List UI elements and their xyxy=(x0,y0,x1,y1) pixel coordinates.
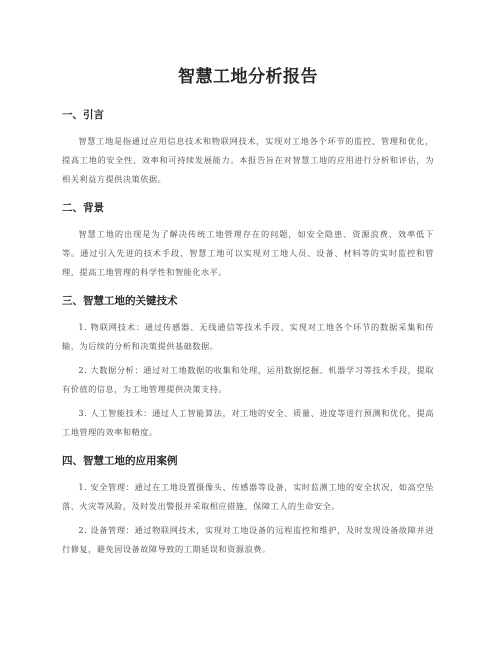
list-paragraph: 2. 大数据分析：通过对工地数据的收集和处理，运用数据挖掘、机器学习等技术手段，提取有价值的信息，为工地管理提供决策支持。 xyxy=(62,365,434,394)
section-heading: 二、背景 xyxy=(62,202,104,214)
section-application-cases xyxy=(62,453,434,559)
section-key-technologies xyxy=(62,293,434,442)
list-paragraph: 2. 设备管理：通过物联网技术，实现对工地设备的远程监控和维护，及时发现设备故障并进行修复，避免因设备故障导致的工期延误和资源浪费。 xyxy=(62,525,434,554)
section-heading: 一、引言 xyxy=(62,109,104,121)
section-heading: 四、智慧工地的应用案例 xyxy=(62,455,178,467)
section-introduction xyxy=(62,107,434,189)
list-paragraph: 3. 人工智能技术：通过人工智能算法，对工地的安全、质量、进度等进行预测和优化，提高工地管理的效率和精度。 xyxy=(62,408,434,437)
list-paragraph: 1. 安全管理：通过在工地设置摄像头、传感器等设备，实时监测工地的安全状况，如高空坠落、火灾等风险，及时发出警报并采取相应措施，保障工人的生命安全。 xyxy=(62,482,434,511)
section-heading: 三、智慧工地的关键技术 xyxy=(62,295,178,307)
paragraph: 智慧工地是指通过应用信息技术和物联网技术，实现对工地各个环节的监控、管理和优化，提高工地的安全性、效率和可持续发展能力。本报告旨在对智慧工地的应用进行分析和评估，为相关利益方提供决策依据。 xyxy=(62,136,434,184)
section-background xyxy=(62,200,434,282)
page-title: 智慧工地分析报告 xyxy=(178,67,318,87)
paragraph: 智慧工地的出现是为了解决传统工地管理存在的问题，如安全隐患、资源浪费、效率低下等。通过引入先进的技术手段，智慧工地可以实现对工地人员、设备、材料等的实时监控和管理，提高工地管理的科学性和智能化水平。 xyxy=(62,229,434,277)
list-paragraph: 1. 物联网技术：通过传感器、无线通信等技术手段，实现对工地各个环节的数据采集和传输，为后续的分析和决策提供基础数据。 xyxy=(62,322,434,351)
